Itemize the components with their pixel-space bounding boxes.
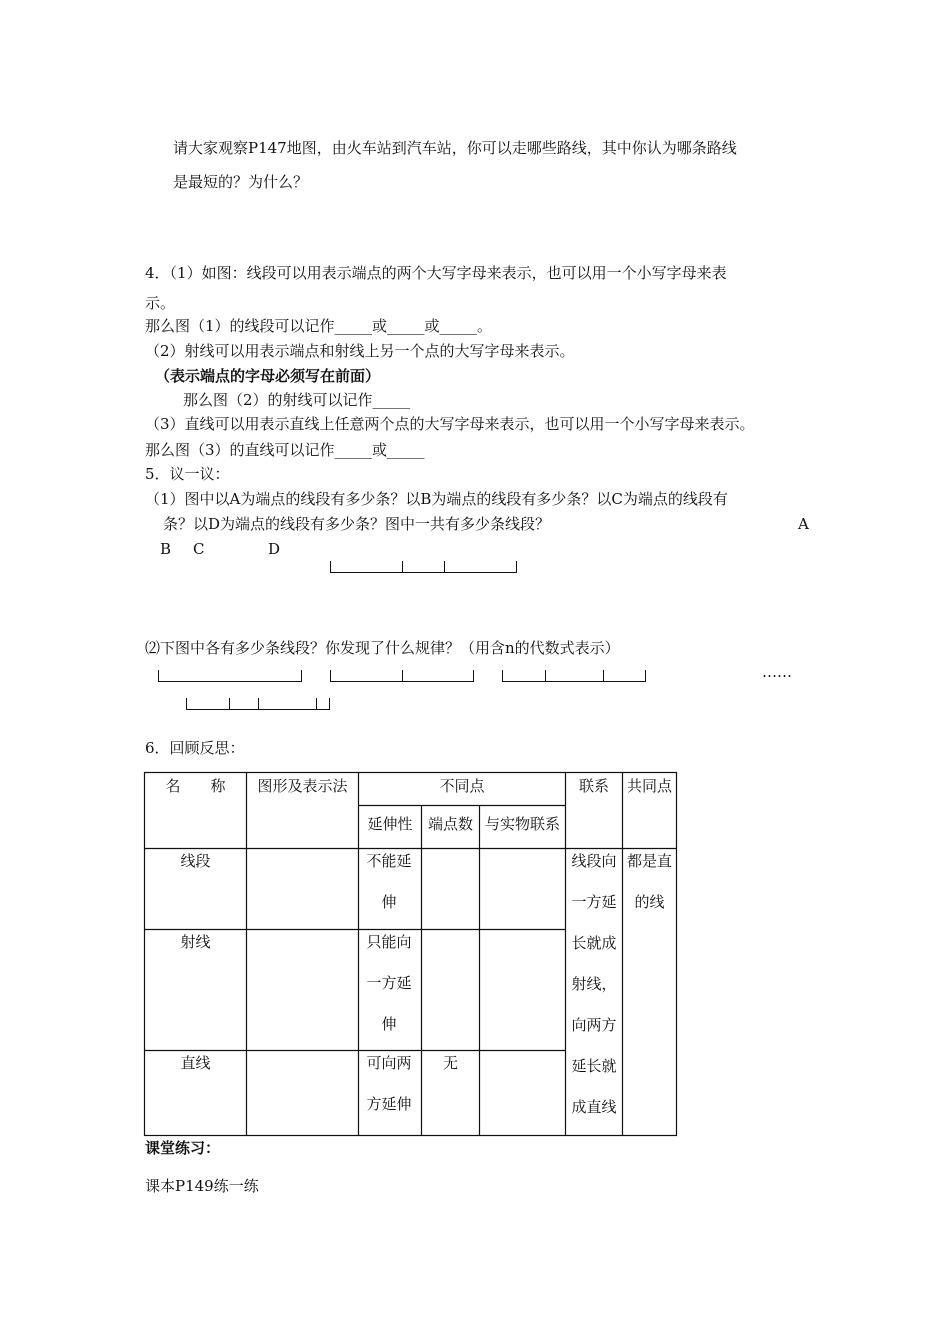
header-endpoints: 端点数: [427, 815, 473, 833]
row-segment-name: 线段: [180, 852, 211, 870]
q5-line-2: 条？以D为端点的线段有多少条？图中一共有多少条线段？: [163, 515, 551, 533]
header-link: 联系: [578, 777, 609, 795]
point-label-b: B: [160, 540, 172, 558]
q4-line-4: （2）射线可以用表示端点和射线上另一个点的大写字母来表示。: [145, 342, 575, 360]
point-label-d: D: [268, 540, 281, 558]
q4-line-3: 那么图（1）的线段可以记作_____或_____或_____。: [145, 317, 493, 335]
practice-text: 课本P149练一练: [145, 1177, 259, 1195]
common-text: 都是直的线: [626, 852, 672, 911]
q6-title: 6．回顾反思：: [145, 739, 245, 757]
header-figure: 图形及表示法: [257, 777, 348, 795]
q4-line-6: （3）直线可以用表示直线上任意两个点的大写字母来表示，也可以用一个小写字母来表示。: [145, 415, 755, 433]
row-line-endpoints: 无: [442, 1054, 458, 1072]
point-label-c: C: [193, 540, 205, 558]
q4-line-7: 那么图（3）的直线可以记作_____或_____: [145, 441, 425, 459]
q4-line-2: 示。: [145, 294, 176, 312]
q4-line-1: 4．（1）如图：线段可以用表示端点的两个大写字母来表示，也可以用一个小写字母来表: [145, 264, 727, 282]
header-differences: 不同点: [439, 777, 485, 795]
q5-title: 5．议一议：: [145, 465, 230, 483]
q5-line-1: （1）图中以A为端点的线段有多少条？以B为端点的线段有多少条？以C为端点的线段有: [145, 490, 728, 508]
row-segment-extend: 不能延伸: [366, 852, 412, 911]
link-text: 线段向一方延长就成射线，向两方延长就成直线: [571, 852, 617, 1116]
q4-note: （表示端点的字母必须写在前面）: [155, 367, 381, 385]
row-line-extend: 可向两方延伸: [366, 1054, 412, 1113]
point-label-a: A: [798, 515, 809, 533]
row-ray-extend: 只能向一方延伸: [366, 933, 412, 1033]
header-real: 与实物联系: [484, 815, 560, 833]
q4-line-5: 那么图（2）的射线可以记作_____: [183, 391, 411, 409]
intro-line-1: 请大家观察P147地图，由火车站到汽车站，你可以走哪些路线，其中你认为哪条路线: [173, 139, 737, 157]
header-common: 共同点: [626, 777, 672, 795]
practice-title: 课堂练习：: [145, 1139, 221, 1157]
ellipsis: ……: [762, 663, 792, 681]
row-ray-name: 射线: [180, 933, 211, 951]
row-line-name: 直线: [180, 1054, 211, 1072]
intro-line-2: 是最短的？为什么？: [173, 173, 309, 191]
header-extend: 延伸性: [367, 815, 413, 833]
q5-line-3: ⑵下图中各有多少条线段？你发现了什么规律？（用含n的代数式表示）: [145, 639, 620, 657]
header-name: 名 称: [165, 777, 226, 795]
